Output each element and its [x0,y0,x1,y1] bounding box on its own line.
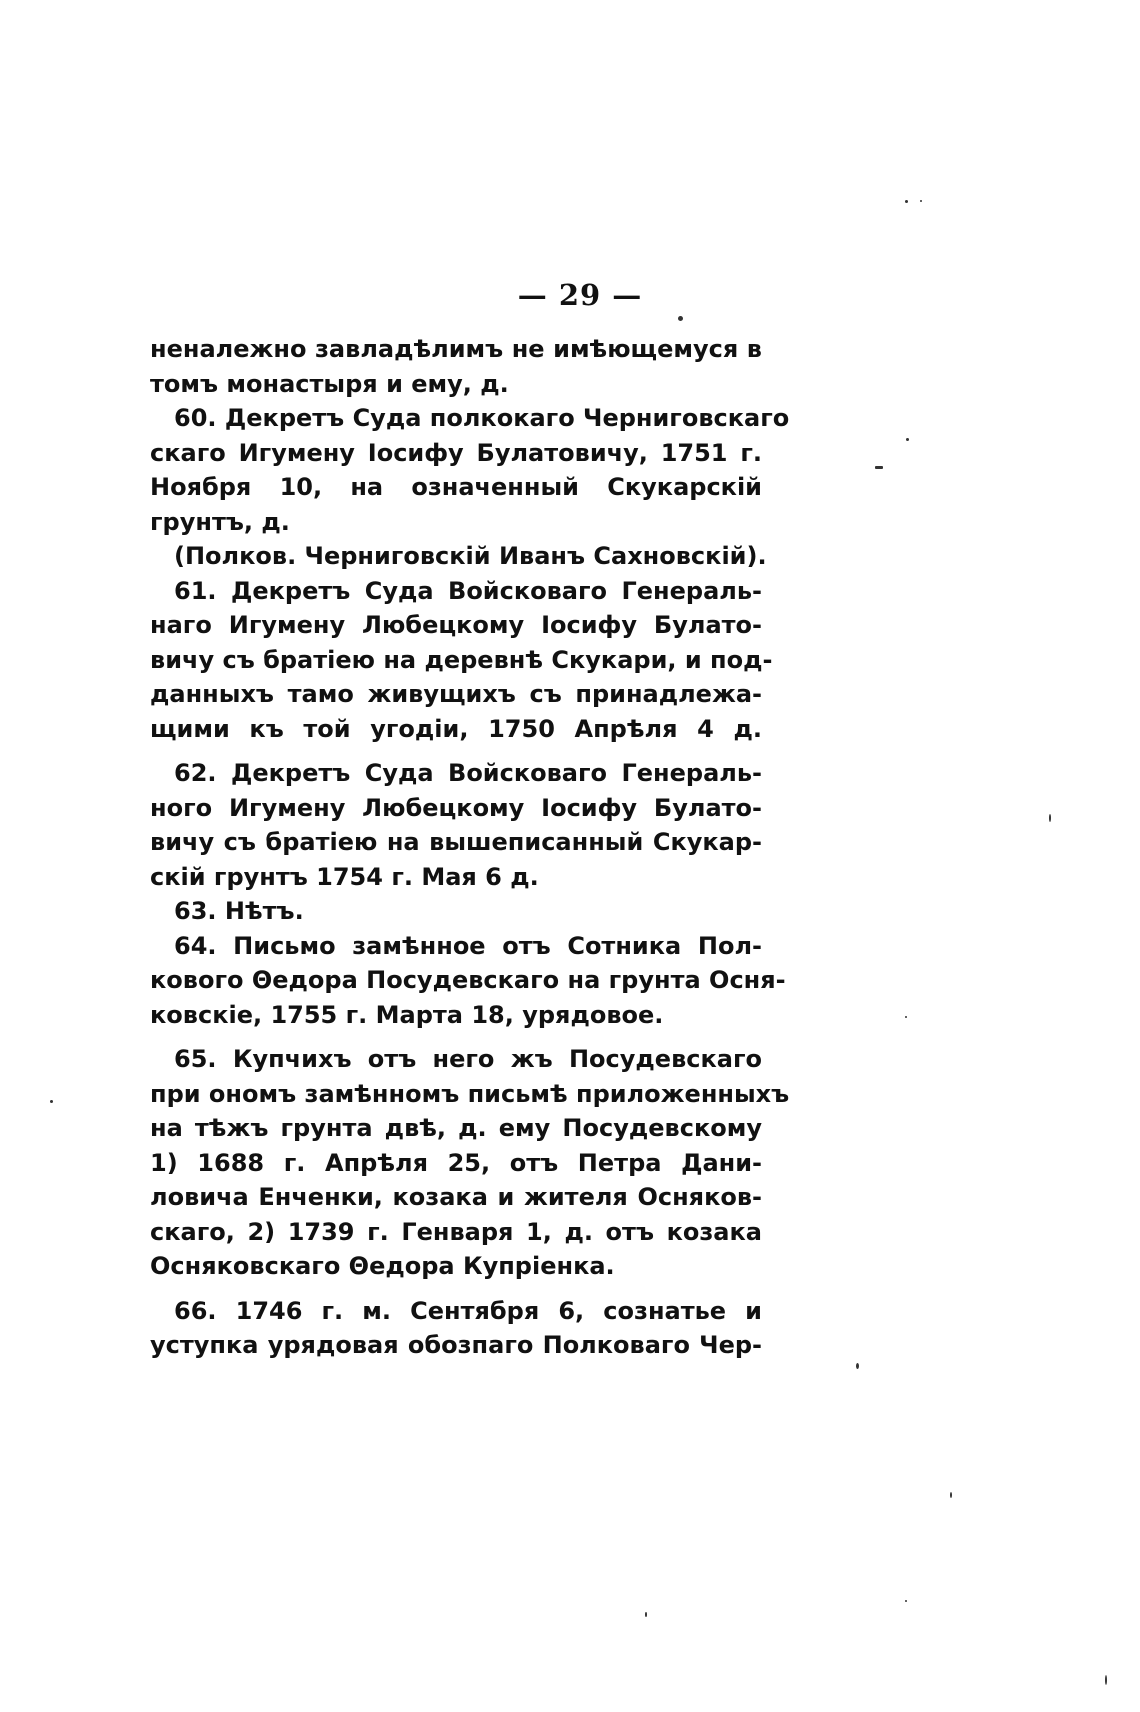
text-line: ловича Енченки, козака и жителя Осняков- [150,1183,762,1211]
scan-speck [906,438,909,441]
body-text [150,332,790,1363]
text-line: 62. Декретъ Суда Войсковаго Генераль- [174,759,762,787]
text-line: грунтъ, д. [150,507,290,536]
text-line: кового Θедора Посудевскаго на грунта Осня- [150,966,786,994]
scan-speck [1049,814,1051,822]
scan-speck [678,316,683,321]
text-line: 63. Нѣтъ. [174,897,304,925]
scan-speck [856,1363,859,1369]
text-line: данныхъ тамо живущихъ съ принадлежа- [150,680,762,708]
text-line: ного Игумену Любецкому Іосифу Булато- [150,793,762,822]
text-line: неналежно завладѣлимъ не имѣющемуся в [150,335,762,363]
text-line: томъ монастыря и ему, д. [150,369,509,398]
text-line: Осняковскаго Θедора Купріенка. [150,1252,615,1280]
scan-speck [905,1600,907,1602]
text-line: 60. Декретъ Суда полкокаго Черниговскаго [174,404,790,432]
text-line: уступка урядовая обозпаго Полковаго Чер- [150,1331,762,1359]
text-line: скій грунтъ 1754 г. Мая 6 д. [150,862,539,891]
scan-speck [50,1100,53,1103]
text-line: щими къ той угодіи, 1750 Апрѣля 4 д. [150,714,762,743]
text-line: ковскіе, 1755 г. Марта 18, урядовое. [150,1000,664,1029]
text-line: при ономъ замѣнномъ письмѣ приложенныхъ [150,1079,790,1108]
scan-speck [905,200,908,203]
text-line: Ноября 10, на означенный Скукарскій [150,473,762,501]
scan-speck [645,1612,647,1617]
text-line: (Полков. Черниговскій Иванъ Сахновскій). [174,542,767,570]
scan-speck [950,1492,952,1498]
text-line: скаго Игумену Іосифу Булатовичу, 1751 г. [150,438,762,467]
text-line: вичу съ братіею на деревнѣ Скукари, и под- [150,645,773,674]
text-line: 66. 1746 г. м. Сентября 6, сознатье и [174,1296,762,1325]
text-line: 61. Декретъ Суда Войсковаго Генераль- [174,576,762,605]
text-line: 1) 1688 г. Апрѣля 25, отъ Петра Дани- [150,1148,762,1177]
scan-speck [905,1016,907,1018]
text-line: скаго, 2) 1739 г. Генваря 1, д. отъ козака [150,1217,762,1246]
page-number: — 29 — [517,278,643,312]
scan-speck [875,466,883,469]
text-line: наго Игумену Любецкому Іосифу Булато- [150,611,762,639]
scan-speck [1105,1675,1107,1685]
scan-speck [920,200,922,202]
text-line: 65. Купчихъ отъ него жъ Посудевскаго [174,1045,762,1073]
text-line: вичу съ братіею на вышеписанный Скукар- [150,828,762,856]
text-line: на тѣжъ грунта двѣ, д. ему Посудевскому [150,1114,762,1142]
text-line: 64. Письмо замѣнное отъ Сотника Пол- [174,931,762,960]
